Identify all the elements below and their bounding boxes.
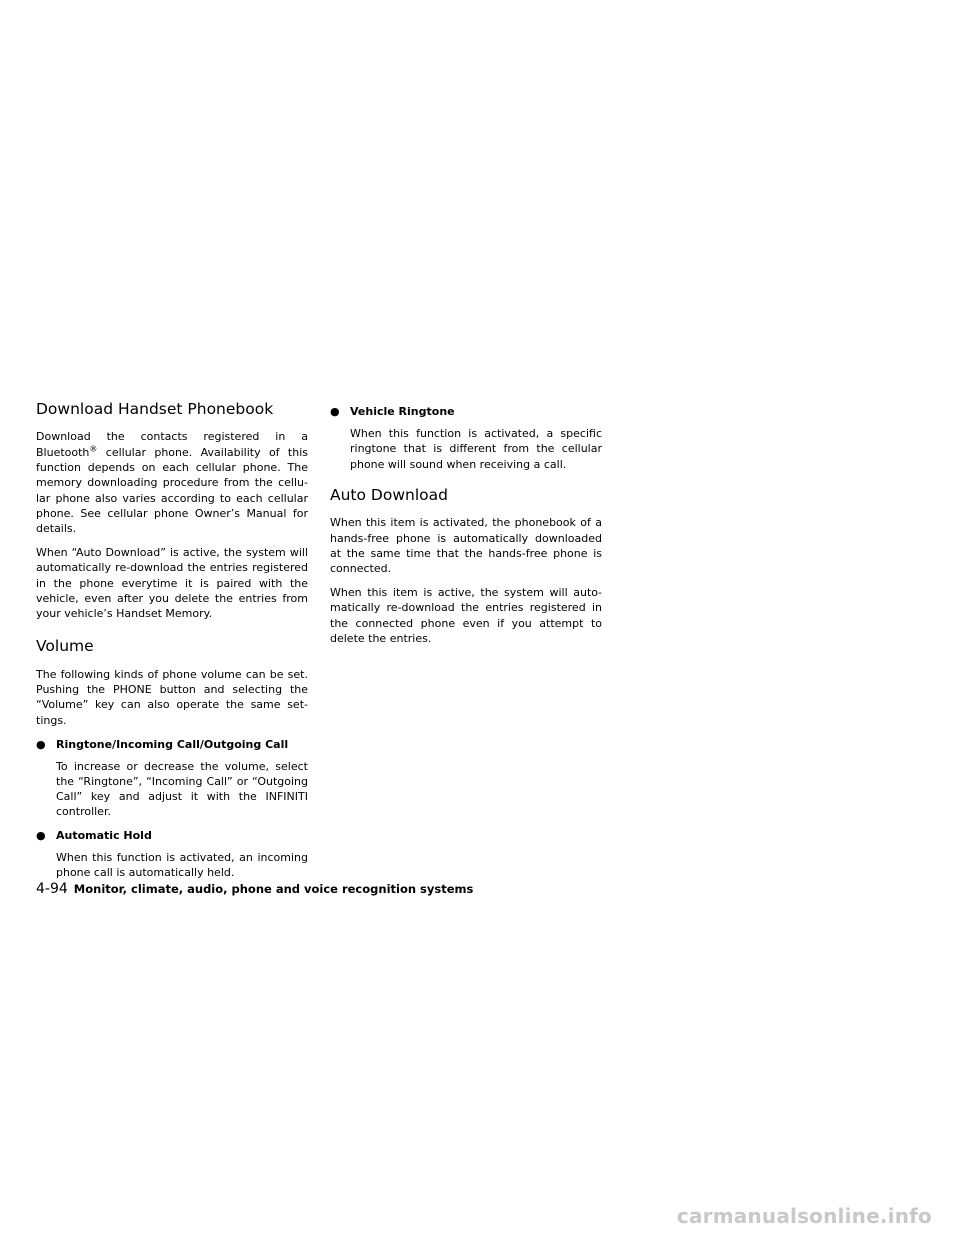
bullet-icon: ● bbox=[330, 405, 340, 418]
right-column bbox=[330, 400, 602, 655]
auto-download-paragraph-1: When this item is activated, the phonebook of a hands-free phone is automatically downloaded at the same time that the hands-free phone is connected. bbox=[330, 516, 602, 576]
bullet-body-automatic-hold: When this function is activated, an incoming phone call is automatically held. bbox=[56, 851, 308, 880]
download-paragraph-1 bbox=[36, 429, 308, 536]
bullet-body-ringtone-calls: To increase or decrease the volume, select the “Ringtone”, “Incoming Call” or “Outgoing Call” key and adjust it with the INFINITI controller. bbox=[56, 759, 308, 819]
page-footer bbox=[36, 878, 473, 897]
registered-trademark-symbol: ® bbox=[89, 444, 98, 454]
section-heading-download-phonebook: Download Handset Phonebook bbox=[36, 400, 274, 418]
download-p1-text-start: Download the contacts registered in a Bluetooth bbox=[36, 430, 308, 459]
bullet-icon: ● bbox=[36, 737, 46, 751]
bullet-item-automatic-hold bbox=[36, 828, 308, 843]
download-p1-text-end: cellular phone. Availability of this function depends on each cellular phone. The memory downloading procedure from the cellular phone also varies according to each cellular phone. See cellular phone Owner’s Manual for details. bbox=[36, 445, 308, 536]
bullet-item-ringtone-calls bbox=[36, 737, 308, 752]
bullet-item-vehicle-ringtone bbox=[330, 404, 602, 419]
section-heading-volume: Volume bbox=[36, 637, 94, 656]
footer-chapter-title: Monitor, climate, audio, phone and voice recognition systems bbox=[73, 882, 474, 896]
bullet-title: Automatic Hold bbox=[56, 829, 152, 843]
watermark: carmanualsonline.info bbox=[676, 1204, 932, 1228]
bullet-title: Ringtone/Incoming Call/Outgoing Call bbox=[56, 737, 289, 751]
bullet-title: Vehicle Ringtone bbox=[350, 405, 455, 418]
section-heading-auto-download: Auto Download bbox=[330, 485, 448, 504]
volume-intro-paragraph: The following kinds of phone volume can be set. Pushing the PHONE button and selecting the “Volume” key can also operate the same settings. bbox=[36, 667, 308, 727]
download-paragraph-2: When “Auto Download” is active, the system will automatically re-download the entries registered in the phone everytime it is paired with the vehicle, even after you delete the entries from your vehicle’s Handset Memory. bbox=[36, 545, 308, 621]
left-column bbox=[36, 400, 308, 889]
bullet-icon: ● bbox=[36, 829, 46, 843]
page-number: 4-94 bbox=[36, 881, 68, 897]
bullet-body-vehicle-ringtone: When this function is activated, a specific ringtone that is different from the cellular phone will sound when receiving a call. bbox=[350, 427, 602, 471]
auto-download-paragraph-2: When this item is active, the system will automatically re-download the entries registered in the connected phone even if you attempt to delete the entries. bbox=[330, 585, 602, 645]
